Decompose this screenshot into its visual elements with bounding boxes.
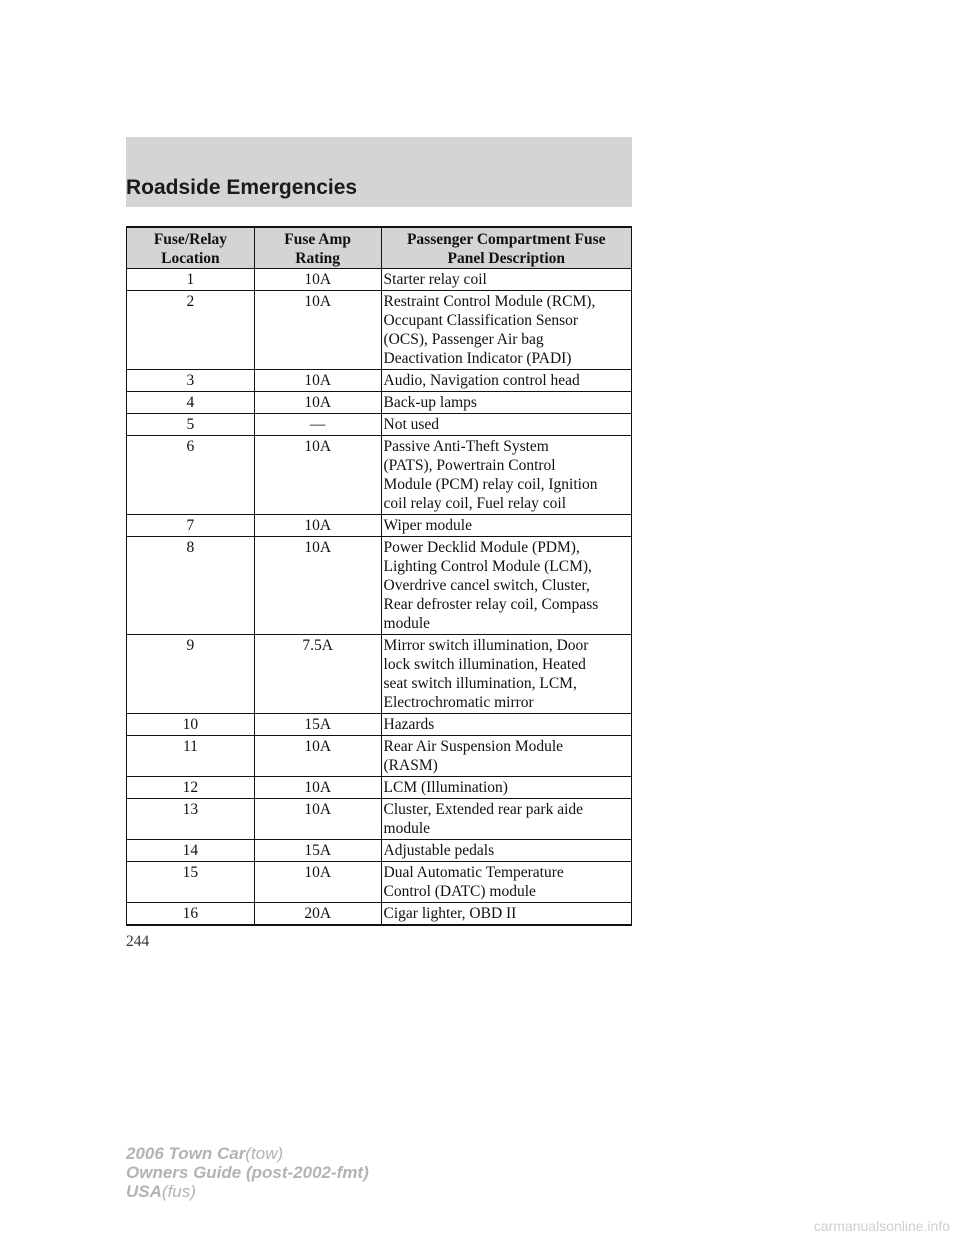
fuse-amp-cell: 20A xyxy=(254,903,381,926)
fuse-amp-cell: 10A xyxy=(254,537,381,635)
fuse-location-cell: 14 xyxy=(127,840,255,862)
fuse-amp-cell: 15A xyxy=(254,840,381,862)
fuse-amp-cell: 10A xyxy=(254,436,381,515)
fuse-description-cell xyxy=(381,392,631,414)
table-row xyxy=(127,903,632,926)
fuse-description-cell xyxy=(381,714,631,736)
description-line: Wiper module xyxy=(383,517,472,534)
fuse-description-cell xyxy=(381,635,631,714)
description-line: Cluster, Extended rear park aide xyxy=(383,801,584,818)
footer-line: USA(fus) xyxy=(126,1182,196,1201)
fuse-description-cell xyxy=(381,370,631,392)
description-line: Not used xyxy=(383,416,440,433)
description-line: Module (PCM) relay coil, Ignition xyxy=(383,476,598,493)
document-footer xyxy=(126,1144,369,1201)
table-row xyxy=(127,414,632,436)
fuse-location-cell: 8 xyxy=(127,537,255,635)
fuse-amp-cell: 10A xyxy=(254,736,381,777)
table-row xyxy=(127,777,632,799)
header-fuse-relay-location: Fuse/Relay Location xyxy=(127,227,255,269)
description-line: Lighting Control Module (LCM), xyxy=(383,558,592,575)
description-line: Restraint Control Module (RCM), xyxy=(383,293,596,310)
fuse-amp-cell: 10A xyxy=(254,777,381,799)
description-line: Starter relay coil xyxy=(383,271,487,288)
description-line: lock switch illumination, Heated xyxy=(383,656,586,673)
table-row xyxy=(127,736,632,777)
fuse-location-cell: 2 xyxy=(127,291,255,370)
fuse-description-cell xyxy=(381,903,631,926)
fuse-description-cell xyxy=(381,515,631,537)
description-line: seat switch illumination, LCM, xyxy=(383,675,577,692)
fuse-description-cell xyxy=(381,799,631,840)
fuse-location-cell: 12 xyxy=(127,777,255,799)
description-line: Occupant Classification Sensor xyxy=(383,312,579,329)
fuse-amp-cell: 10A xyxy=(254,862,381,903)
description-line: module xyxy=(383,615,431,632)
fuse-location-cell: 9 xyxy=(127,635,255,714)
table-row xyxy=(127,436,632,515)
table-row xyxy=(127,269,632,291)
description-line: Rear defroster relay coil, Compass xyxy=(383,596,599,613)
fuse-description-cell xyxy=(381,840,631,862)
table-row xyxy=(127,840,632,862)
page-number: 244 xyxy=(126,933,150,950)
fuse-amp-cell: 10A xyxy=(254,291,381,370)
description-line: Dual Automatic Temperature xyxy=(383,864,564,881)
header-panel-description: Passenger Compartment Fuse Panel Description xyxy=(381,227,631,269)
fuse-amp-cell: 15A xyxy=(254,714,381,736)
fuse-description-cell xyxy=(381,291,631,370)
fuse-description-cell xyxy=(381,436,631,515)
fuse-location-cell: 7 xyxy=(127,515,255,537)
description-line: Control (DATC) module xyxy=(383,883,536,900)
description-line: Hazards xyxy=(383,716,435,733)
table-row xyxy=(127,714,632,736)
fuse-location-cell: 11 xyxy=(127,736,255,777)
table-row xyxy=(127,537,632,635)
fuse-amp-cell: 7.5A xyxy=(254,635,381,714)
fuse-description-cell xyxy=(381,537,631,635)
table-row xyxy=(127,515,632,537)
table-row xyxy=(127,862,632,903)
description-line: Passive Anti-Theft System xyxy=(383,438,549,455)
table-row xyxy=(127,799,632,840)
description-line: Back-up lamps xyxy=(383,394,477,411)
fuse-location-cell: 4 xyxy=(127,392,255,414)
fuse-description-cell xyxy=(381,269,631,291)
fuse-location-cell: 13 xyxy=(127,799,255,840)
fuse-table xyxy=(126,226,632,926)
table-row xyxy=(127,291,632,370)
description-line: Power Decklid Module (PDM), xyxy=(383,539,580,556)
fuse-table-body xyxy=(127,269,632,926)
fuse-location-cell: 6 xyxy=(127,436,255,515)
table-row xyxy=(127,392,632,414)
watermark: carmanualsonline.info xyxy=(813,1218,950,1234)
fuse-description-cell xyxy=(381,414,631,436)
description-line: module xyxy=(383,820,431,837)
fuse-amp-cell: 10A xyxy=(254,799,381,840)
description-line: (OCS), Passenger Air bag xyxy=(383,331,544,348)
fuse-location-cell: 1 xyxy=(127,269,255,291)
fuse-amp-cell: — xyxy=(254,414,381,436)
description-line: (RASM) xyxy=(383,757,438,774)
description-line: LCM (Illumination) xyxy=(383,779,508,796)
fuse-location-cell: 5 xyxy=(127,414,255,436)
fuse-location-cell: 10 xyxy=(127,714,255,736)
fuse-amp-cell: 10A xyxy=(254,392,381,414)
table-row xyxy=(127,635,632,714)
table-row xyxy=(127,370,632,392)
fuse-location-cell: 16 xyxy=(127,903,255,926)
fuse-description-cell xyxy=(381,777,631,799)
description-line: Mirror switch illumination, Door xyxy=(383,637,589,654)
description-line: Overdrive cancel switch, Cluster, xyxy=(383,577,590,594)
fuse-location-cell: 15 xyxy=(127,862,255,903)
description-line: Rear Air Suspension Module xyxy=(383,738,564,755)
description-line: Cigar lighter, OBD II xyxy=(383,905,517,922)
description-line: Audio, Navigation control head xyxy=(383,372,580,389)
header-fuse-amp-rating: Fuse Amp Rating xyxy=(254,227,381,269)
table-header-row xyxy=(127,227,632,269)
description-line: Adjustable pedals xyxy=(383,842,495,859)
description-line: (PATS), Powertrain Control xyxy=(383,457,556,474)
fuse-description-cell xyxy=(381,862,631,903)
fuse-amp-cell: 10A xyxy=(254,370,381,392)
fuse-location-cell: 3 xyxy=(127,370,255,392)
footer-line: 2006 Town Car(tow) xyxy=(126,1144,284,1163)
fuse-amp-cell: 10A xyxy=(254,515,381,537)
footer-line: Owners Guide (post-2002-fmt) xyxy=(126,1163,369,1182)
section-title: Roadside Emergencies xyxy=(126,176,358,199)
fuse-amp-cell: 10A xyxy=(254,269,381,291)
fuse-description-cell xyxy=(381,736,631,777)
description-line: coil relay coil, Fuel relay coil xyxy=(383,495,567,512)
description-line: Deactivation Indicator (PADI) xyxy=(383,350,572,367)
description-line: Electrochromatic mirror xyxy=(383,694,534,711)
